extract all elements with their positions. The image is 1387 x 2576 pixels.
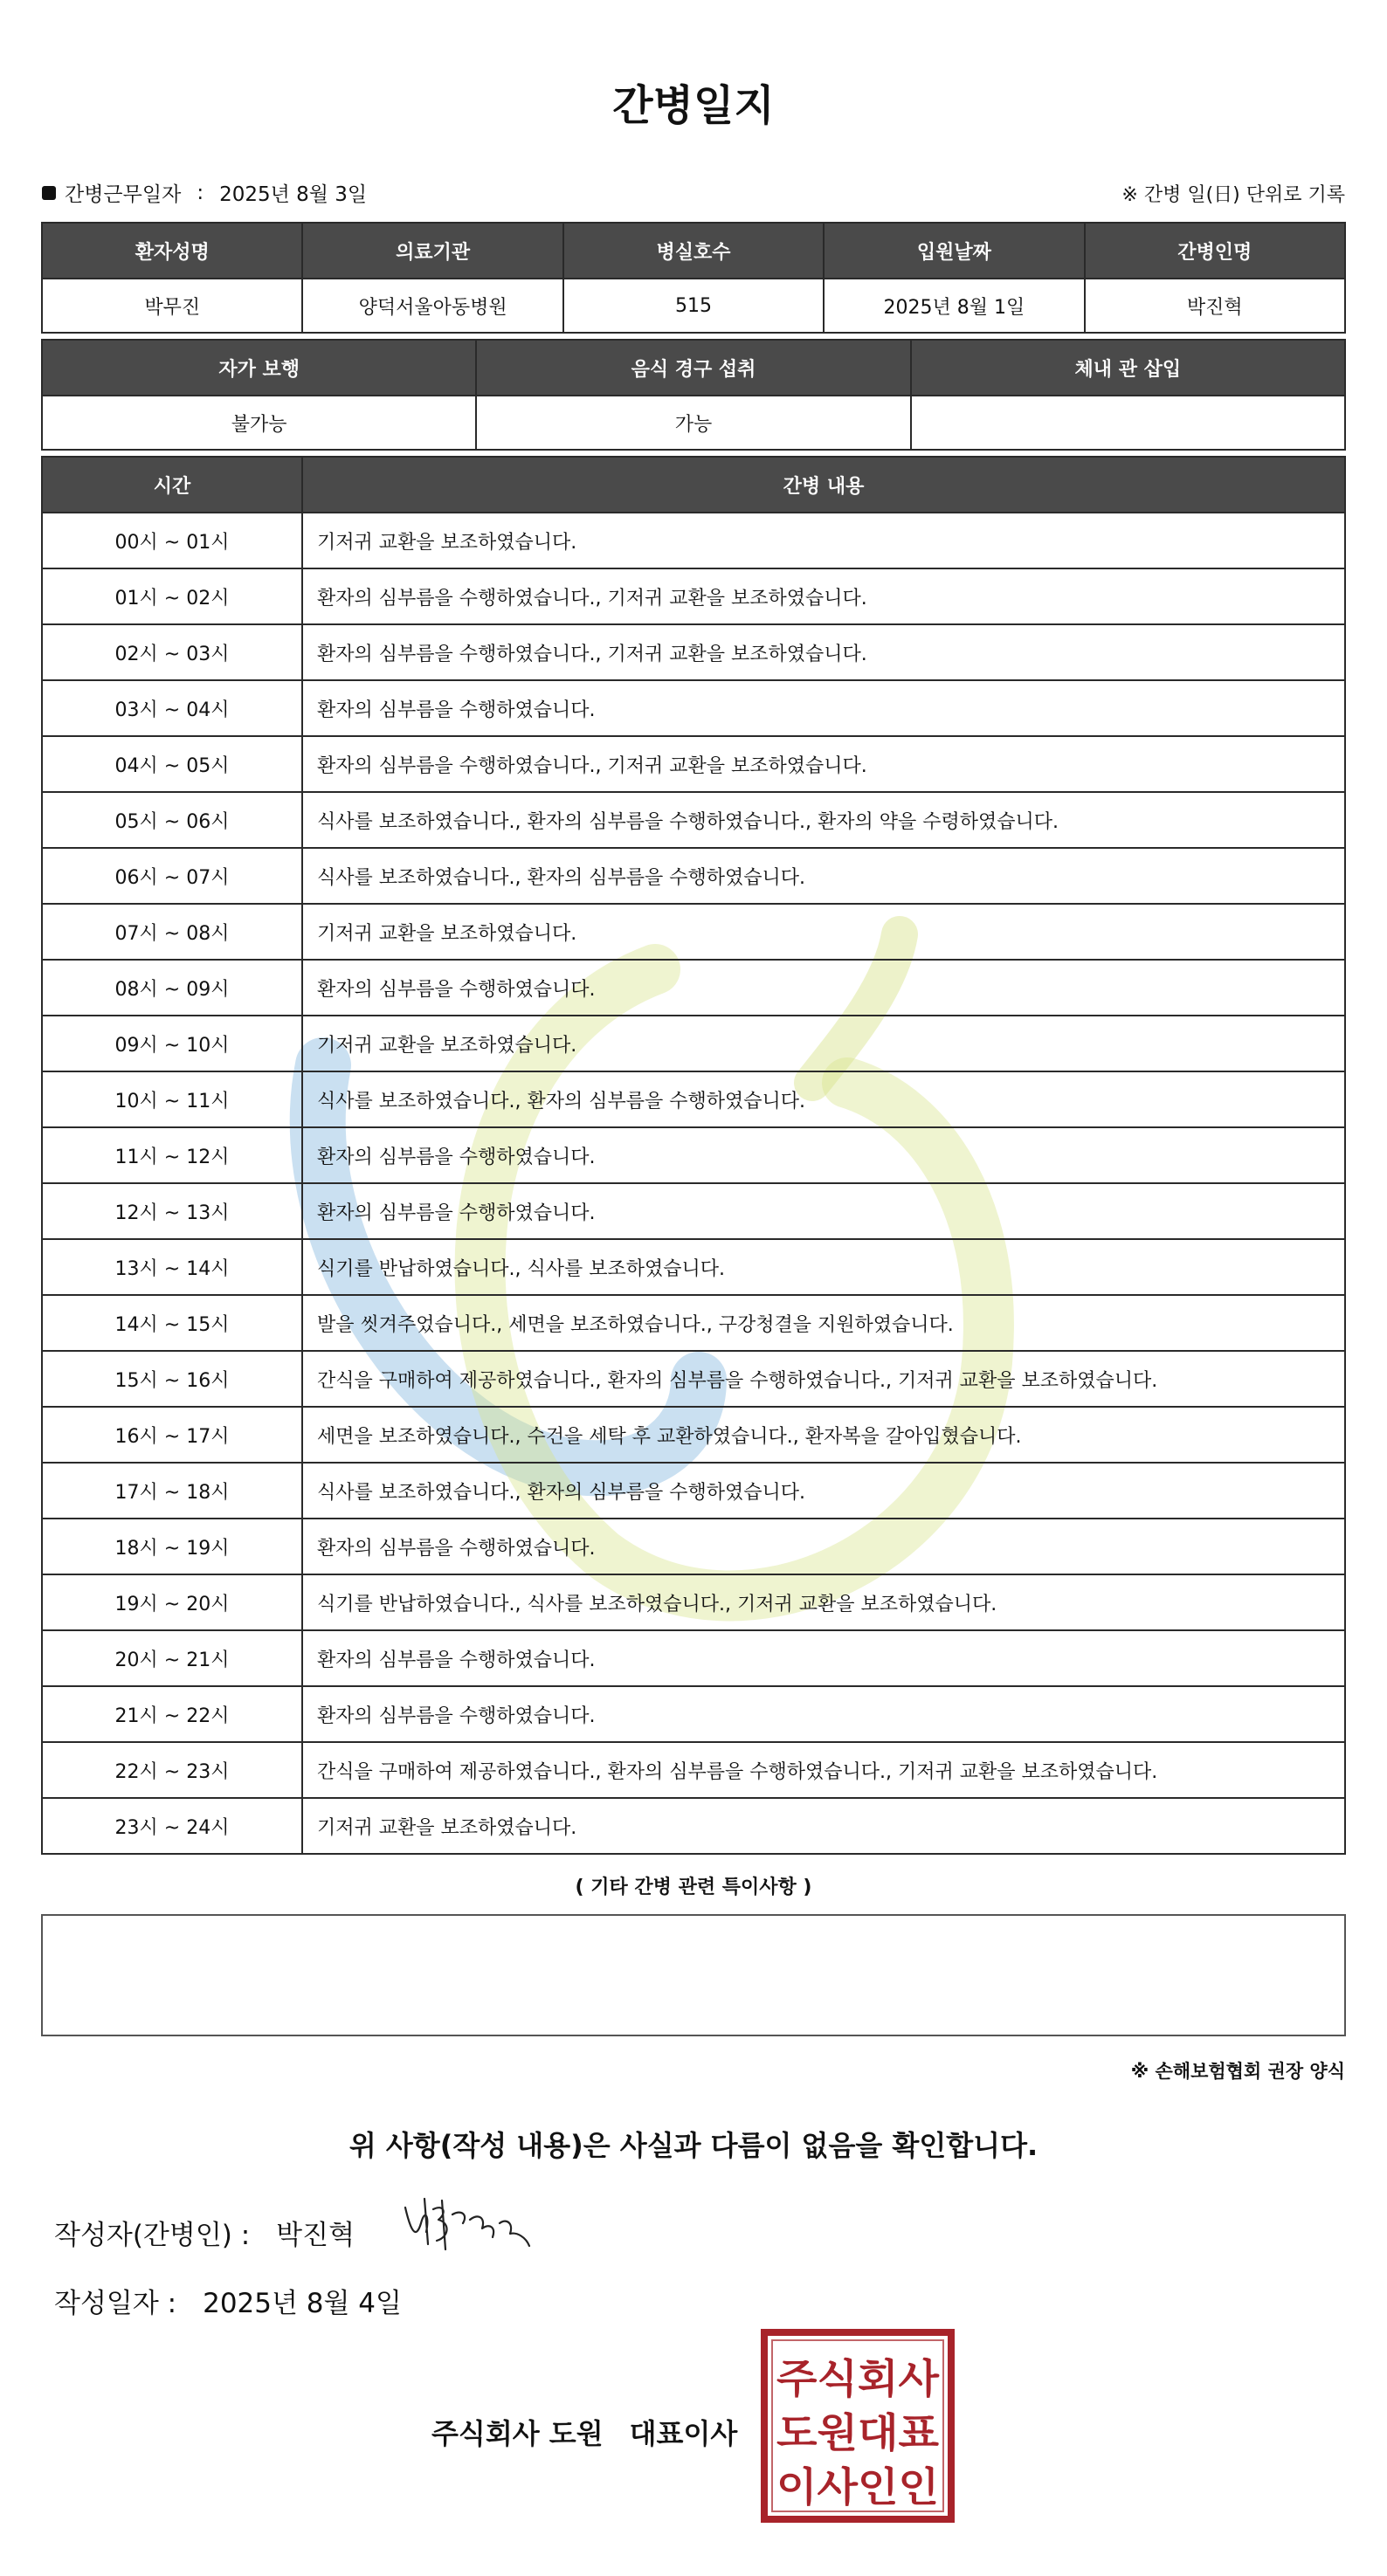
care-log-time: 07시 ~ 08시 <box>42 904 302 960</box>
tube-insertion-status <box>911 396 1345 450</box>
care-log-row <box>42 1239 1345 1295</box>
care-log-row <box>42 1351 1345 1407</box>
care-log-content: 식사를 보조하였습니다., 환자의 심부름을 수행하였습니다., 환자의 약을 수령하였습니다. <box>302 792 1345 848</box>
duty-date <box>42 178 367 207</box>
company-line <box>431 2412 737 2452</box>
header-hospital: 의료기관 <box>302 223 562 279</box>
care-log-content: 환자의 심부름을 수행하였습니다. <box>302 1630 1345 1686</box>
duty-date-value: 2025년 8월 3일 <box>219 183 368 206</box>
care-log-content: 환자의 심부름을 수행하였습니다., 기저귀 교환을 보조하였습니다. <box>302 568 1345 624</box>
care-log-row <box>42 1295 1345 1351</box>
care-log-content: 기저귀 교환을 보조하였습니다. <box>302 904 1345 960</box>
care-log-content: 기저귀 교환을 보조하였습니다. <box>302 513 1345 568</box>
care-log-time: 03시 ~ 04시 <box>42 680 302 736</box>
author-row <box>54 2213 355 2252</box>
care-log-content: 식사를 보조하였습니다., 환자의 심부름을 수행하였습니다. <box>302 1071 1345 1127</box>
special-notes-title: ( 기타 간병 관련 특이사항 ) <box>575 1877 812 1898</box>
care-log-time: 01시 ~ 02시 <box>42 568 302 624</box>
care-log-row <box>42 1574 1345 1630</box>
seal-line-1: 주식회사 <box>776 2355 940 2402</box>
handwritten-signature <box>398 2188 538 2258</box>
company-seal-stamp <box>760 2328 956 2524</box>
author-label: 작성자(간병인) : <box>54 2220 251 2251</box>
care-log-content: 간식을 구매하여 제공하였습니다., 환자의 심부름을 수행하였습니다., 기저귀 교환을 보조하였습니다. <box>302 1742 1345 1798</box>
walking-status: 불가능 <box>42 396 476 450</box>
company-representative: 대표이사 <box>629 2417 738 2450</box>
care-log-time: 08시 ~ 09시 <box>42 960 302 1016</box>
header-patient-name: 환자성명 <box>42 223 302 279</box>
care-log-time: 15시 ~ 16시 <box>42 1351 302 1407</box>
special-notes-box <box>41 1914 1346 2036</box>
care-log-time: 00시 ~ 01시 <box>42 513 302 568</box>
care-log-row <box>42 568 1345 624</box>
care-log-time: 20시 ~ 21시 <box>42 1630 302 1686</box>
care-log-time: 17시 ~ 18시 <box>42 1463 302 1519</box>
room-number: 515 <box>563 279 824 333</box>
care-log-content: 발을 씻겨주었습니다., 세면을 보조하였습니다., 구강청결을 지원하였습니다. <box>302 1295 1345 1351</box>
care-log-row <box>42 960 1345 1016</box>
care-log-time: 09시 ~ 10시 <box>42 1016 302 1071</box>
care-log-content: 기저귀 교환을 보조하였습니다. <box>302 1798 1345 1854</box>
care-log-row <box>42 1127 1345 1183</box>
care-log-time: 12시 ~ 13시 <box>42 1183 302 1239</box>
patient-name: 박무진 <box>42 279 302 333</box>
hospital-name: 양덕서울아동병원 <box>302 279 562 333</box>
care-log-content: 식사를 보조하였습니다., 환자의 심부름을 수행하였습니다. <box>302 848 1345 904</box>
care-log-row <box>42 1183 1345 1239</box>
care-log-table <box>41 456 1346 1855</box>
header-care-content: 간병 내용 <box>302 457 1345 513</box>
care-log-content: 식기를 반납하였습니다., 식사를 보조하였습니다., 기저귀 교환을 보조하였습니다. <box>302 1574 1345 1630</box>
patient-info-table <box>41 222 1346 334</box>
seal-line-2: 도원대표 <box>776 2409 940 2456</box>
care-log-time: 10시 ~ 11시 <box>42 1071 302 1127</box>
care-log-content: 식사를 보조하였습니다., 환자의 심부름을 수행하였습니다. <box>302 1463 1345 1519</box>
care-log-time: 16시 ~ 17시 <box>42 1407 302 1463</box>
care-log-time: 05시 ~ 06시 <box>42 792 302 848</box>
header-walking: 자가 보행 <box>42 340 476 396</box>
written-date-label: 작성일자 : <box>54 2288 177 2319</box>
care-log-row <box>42 513 1345 568</box>
care-log-content: 환자의 심부름을 수행하였습니다. <box>302 1183 1345 1239</box>
header-admission-date: 입원날짜 <box>824 223 1084 279</box>
care-log-row <box>42 1071 1345 1127</box>
care-log-content: 기저귀 교환을 보조하였습니다. <box>302 1016 1345 1071</box>
care-log-content: 간식을 구매하여 제공하였습니다., 환자의 심부름을 수행하였습니다., 기저귀 교환을 보조하였습니다. <box>302 1351 1345 1407</box>
care-log-row <box>42 1630 1345 1686</box>
care-log-time: 06시 ~ 07시 <box>42 848 302 904</box>
care-log-time: 22시 ~ 23시 <box>42 1742 302 1798</box>
patient-status-table <box>41 339 1346 451</box>
care-log-time: 11시 ~ 12시 <box>42 1127 302 1183</box>
form-note: ※ 손해보험협회 권장 양식 <box>1130 2061 1345 2082</box>
care-log-time: 04시 ~ 05시 <box>42 736 302 792</box>
care-log-time: 23시 ~ 24시 <box>42 1798 302 1854</box>
written-date-value: 2025년 8월 4일 <box>203 2288 402 2319</box>
record-note: ※ 간병 일(日) 단위로 기록 <box>1121 184 1345 206</box>
care-log-time: 19시 ~ 20시 <box>42 1574 302 1630</box>
header-time: 시간 <box>42 457 302 513</box>
care-log-content: 환자의 심부름을 수행하였습니다. <box>302 680 1345 736</box>
caregiver-name: 박진혁 <box>1085 279 1345 333</box>
bullet-square-icon <box>42 186 56 200</box>
confirmation-statement: 위 사항(작성 내용)은 사실과 다름이 없음을 확인합니다. <box>348 2129 1039 2162</box>
care-log-row <box>42 1798 1345 1854</box>
care-log-time: 14시 ~ 15시 <box>42 1295 302 1351</box>
care-log-content: 환자의 심부름을 수행하였습니다., 기저귀 교환을 보조하였습니다. <box>302 736 1345 792</box>
header-room: 병실호수 <box>563 223 824 279</box>
care-log-row <box>42 680 1345 736</box>
care-log-row <box>42 904 1345 960</box>
care-log-row <box>42 1407 1345 1463</box>
care-log-content: 환자의 심부름을 수행하였습니다. <box>302 1519 1345 1574</box>
seal-line-3: 이사인인 <box>776 2463 939 2511</box>
duty-date-separator: : <box>197 181 204 204</box>
care-log-row <box>42 1686 1345 1742</box>
header-tube-insertion: 체내 관 삽입 <box>911 340 1345 396</box>
care-log-content: 환자의 심부름을 수행하였습니다. <box>302 960 1345 1016</box>
care-log-content: 환자의 심부름을 수행하였습니다. <box>302 1127 1345 1183</box>
care-log-row <box>42 1742 1345 1798</box>
care-log-time: 21시 ~ 22시 <box>42 1686 302 1742</box>
care-log-content: 환자의 심부름을 수행하였습니다., 기저귀 교환을 보조하였습니다. <box>302 624 1345 680</box>
care-log-body <box>42 513 1345 1854</box>
author-name: 박진혁 <box>276 2220 355 2251</box>
care-log-time: 18시 ~ 19시 <box>42 1519 302 1574</box>
company-name: 주식회사 도원 <box>431 2417 604 2450</box>
page-title: 간병일지 <box>612 81 775 130</box>
care-log-row <box>42 1519 1345 1574</box>
care-log-row <box>42 1016 1345 1071</box>
oral-intake-status: 가능 <box>476 396 910 450</box>
care-log-row <box>42 848 1345 904</box>
header-caregiver: 간병인명 <box>1085 223 1345 279</box>
care-log-row <box>42 792 1345 848</box>
care-log-row <box>42 1463 1345 1519</box>
admission-date: 2025년 8월 1일 <box>824 279 1084 333</box>
written-date-row <box>54 2281 402 2320</box>
header-oral-intake: 음식 경구 섭취 <box>476 340 910 396</box>
care-log-row <box>42 624 1345 680</box>
care-log-row <box>42 736 1345 792</box>
care-log-time: 02시 ~ 03시 <box>42 624 302 680</box>
duty-date-label: 간병근무일자 <box>65 183 182 206</box>
care-log-time: 13시 ~ 14시 <box>42 1239 302 1295</box>
care-log-content: 세면을 보조하였습니다., 수건을 세탁 후 교환하였습니다., 환자복을 갈아입혔습니다. <box>302 1407 1345 1463</box>
care-log-content: 식기를 반납하였습니다., 식사를 보조하였습니다. <box>302 1239 1345 1295</box>
care-log-content: 환자의 심부름을 수행하였습니다. <box>302 1686 1345 1742</box>
